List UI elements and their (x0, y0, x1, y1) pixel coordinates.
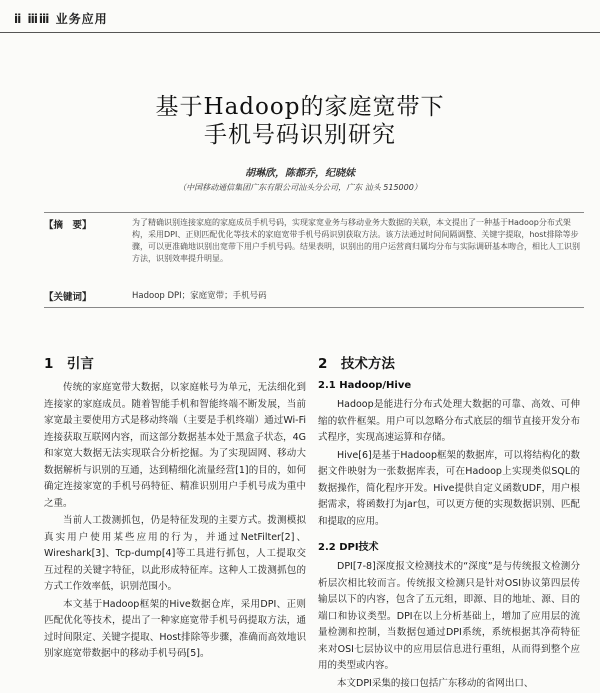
paragraph: 当前人工拨测抓包，仍是特征发现的主要方式。拨测模拟真实用户使用某些应用的行为，并通过NetFilter[2]、Wireshark[3]、Tcp-dump[4]等工具进行抓包，人工提取交互过程的关键字特征，以此形成特征库。这种人工拨测抓包的方式工作效率低，识别范围小。 (44, 515, 306, 592)
header-divider (0, 32, 600, 33)
authors: 胡琳欣，陈都乔，纪晓妹 (245, 168, 355, 179)
paragraph: Hadoop是能进行分布式处理大数据的可靠、高效、可伸缩的软件框架。用户可以忽略分布式底层的细节直接开发分布式程序，实现高速运算和存储。 (318, 399, 580, 443)
paragraph: 本文DPI采集的接口包括广东移动的省网出口、 (337, 677, 534, 689)
title-line-1: 基于Hadoop的家庭宽带下 (155, 94, 445, 120)
title-line-2: 手机号码识别研究 (204, 122, 396, 148)
left-column (44, 352, 306, 664)
header-marks: ⅱ ⅲⅲ (14, 12, 51, 26)
subsection-2-1-heading: 2.1 Hadoop/Hive (318, 380, 412, 391)
paragraph: Hive[6]是基于Hadoop框架的数据库，可以将结构化的数据文件映射为一张数据库表，可在Hadoop上实现类似SQL的数据操作，简化程序开发。Hive提供自定义函数UDF，用户根据需求，将函数打为jar包，可以更方便的实现数据识别、匹配和提取的应用。 (318, 449, 580, 527)
paragraph: DPI[7-8]深度报文检测技术的“深度”是与传统报文检测分析层次相比较而言。传统报文检测只是针对OSI协议第四层传输层以下的内容，包含了五元组，即源、目的地址、源、目的端口和协议类型。DPI在以上分析基础上，增加了应用层的流量检测和控制，当数据包通过DPI系统，系统根据其净荷特征来对OSI七层协议中的应用层信息进行重组，从而得到整个应用的类型或内容。 (318, 561, 580, 671)
keywords-label: 【关键词】 (44, 292, 92, 303)
paragraph: 传统的家庭宽带大数据，以家庭帐号为单元，无法细化到连接家的家庭成员。随着智能手机和智能终端不断发展，当前家宽最主要使用方式是移动终端（主要是手机终端）通过Wi-Fi连接获取互联网内容，而这部分数据基本处于黑盒子状态，4G和家宽大数据无法实现联合分析挖掘。为了实现固网、移动大数据解析与识别的互通，达到精细化流量经营[1]的目的，如何确定连接家宽的手机号码特征、精准识别用户手机号成为重中之重。 (44, 382, 306, 509)
keywords-text: Hadoop DPI；家庭宽带；手机号码 (132, 291, 267, 301)
right-column (318, 352, 580, 693)
header-section: 业务应用 (55, 12, 108, 26)
section-2-heading: 2 技术方法 (318, 356, 395, 372)
paragraph: 本文基于Hadoop框架的Hive数据仓库，采用DPI、正则匹配优化等技术，提出了一种家庭宽带手机号码提取方法，通过时间限定、关键字提取、Host排除等步骤，准确而高效地识别家庭宽带数据中的移动手机号码[5]。 (44, 598, 306, 659)
abstract-text: 为了精确识别连接家庭的家庭成员手机号码，实现家宽业务与移动业务大数据的关联，本文提出了一种基于Hadoop分布式架构，采用DPI、正则匹配优化等技术的家庭宽带手机号码识别获取方法。该方法通过时间间隔调整、关键字提取，host排除等步骤，可以更准确地识别出宽带下用户手机号码。结果表明，识别出的用户运营商归属均分布与实际调研基本吻合，相比人工识别方法，识别效率提升明显。 (132, 218, 580, 263)
abstract-label: 【摘 要】 (44, 220, 92, 231)
abstract-block (44, 212, 584, 308)
section-1-heading: 1 引言 (44, 356, 94, 372)
journal-header (14, 10, 108, 27)
subsection-2-2-heading: 2.2 DPI技术 (318, 542, 379, 553)
affiliation: （中国移动通信集团广东有限公司汕头分公司，广东 汕头 515000） (178, 183, 422, 192)
